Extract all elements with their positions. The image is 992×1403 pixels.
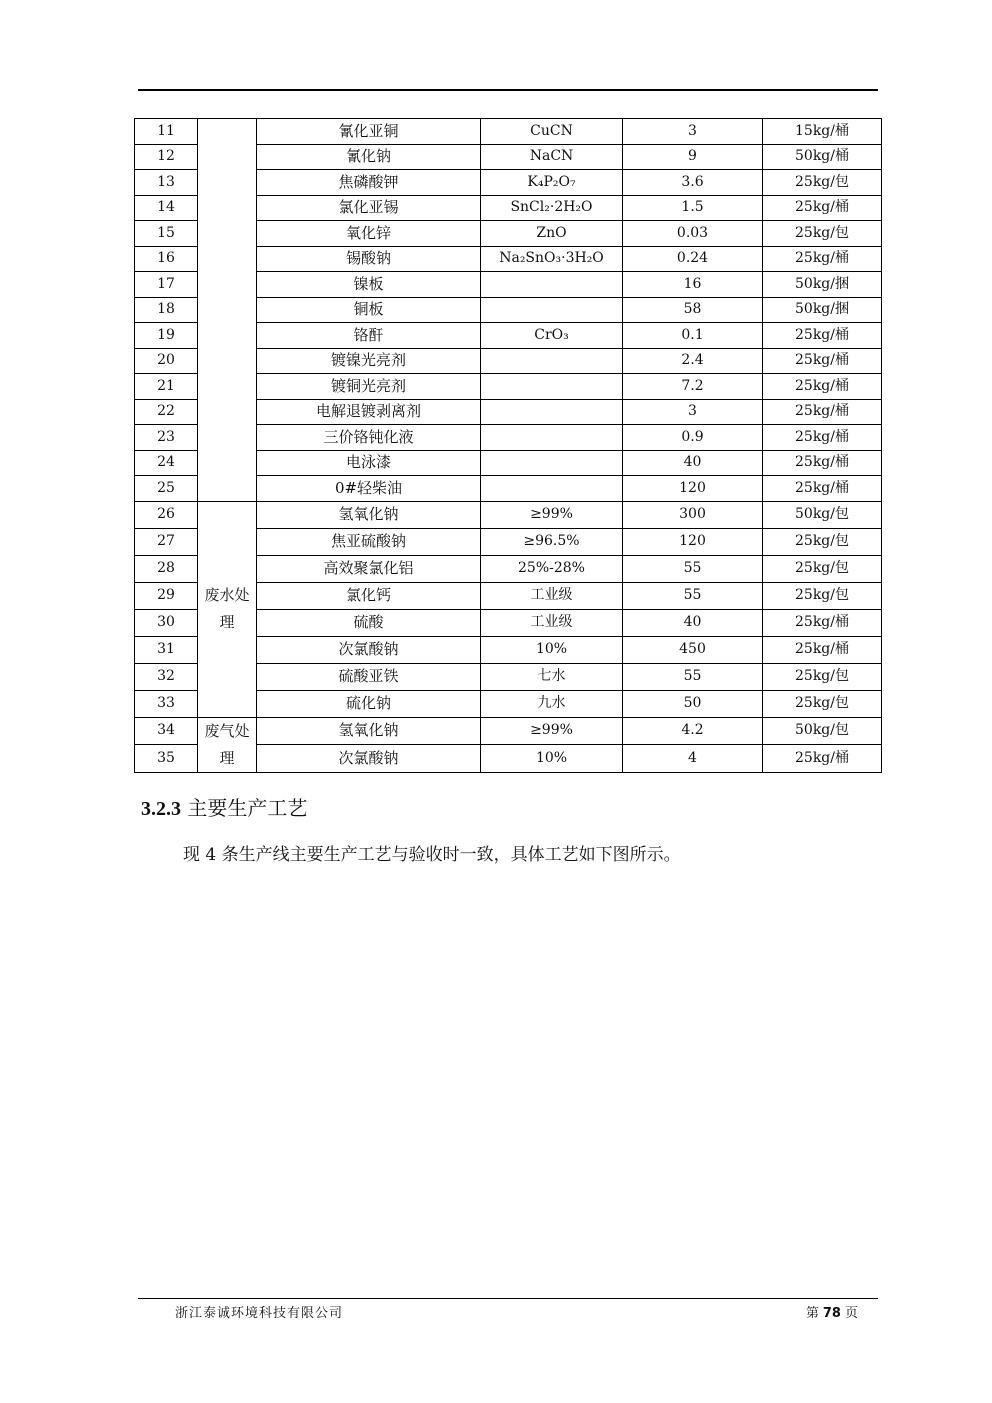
material-spec: ≥96.5% — [481, 528, 623, 555]
row-number: 32 — [135, 663, 198, 690]
row-number: 29 — [135, 582, 198, 609]
row-number: 20 — [135, 348, 198, 374]
material-spec — [481, 399, 623, 425]
material-spec: 九水 — [481, 690, 623, 717]
material-quantity: 40 — [623, 450, 763, 476]
footer-rule — [138, 1298, 878, 1299]
material-spec — [481, 450, 623, 476]
material-name: 次氯酸钠 — [257, 745, 481, 773]
material-quantity: 58 — [623, 297, 763, 323]
row-number: 17 — [135, 272, 198, 298]
material-quantity: 3 — [623, 119, 763, 145]
footer-company: 浙江泰诚环境科技有限公司 — [175, 1306, 344, 1321]
page-suffix: 页 — [844, 1306, 858, 1321]
material-quantity: 55 — [623, 555, 763, 582]
material-spec: 10% — [481, 636, 623, 663]
category-wastegas: 废气处理 — [198, 717, 257, 772]
material-spec: 工业级 — [481, 609, 623, 636]
material-name: 氧化锌 — [257, 221, 481, 247]
chemical-table — [134, 118, 882, 773]
material-spec: 25%-28% — [481, 555, 623, 582]
material-quantity: 2.4 — [623, 348, 763, 374]
table-row — [135, 501, 882, 528]
packaging: 25kg/桶 — [763, 636, 882, 663]
material-name: 电解退镀剥离剂 — [257, 399, 481, 425]
material-spec: ZnO — [481, 221, 623, 247]
packaging: 25kg/包 — [763, 170, 882, 196]
material-name: 氰化亚铜 — [257, 119, 481, 145]
material-name: 氢氧化钠 — [257, 501, 481, 528]
row-number: 33 — [135, 690, 198, 717]
row-number: 19 — [135, 323, 198, 349]
material-quantity: 55 — [623, 582, 763, 609]
material-quantity: 50 — [623, 690, 763, 717]
row-number: 11 — [135, 119, 198, 145]
row-number: 25 — [135, 476, 198, 502]
material-quantity: 4.2 — [623, 717, 763, 745]
packaging: 25kg/桶 — [763, 609, 882, 636]
section-title: 主要生产工艺 — [187, 796, 308, 820]
material-name: 氯化钙 — [257, 582, 481, 609]
material-name: 锡酸钠 — [257, 246, 481, 272]
table-row — [135, 119, 882, 145]
page-prefix: 第 — [805, 1306, 819, 1321]
material-spec: ≥99% — [481, 501, 623, 528]
material-name: 0#轻柴油 — [257, 476, 481, 502]
material-quantity: 4 — [623, 745, 763, 773]
material-spec — [481, 374, 623, 400]
row-number: 14 — [135, 195, 198, 221]
material-name: 氢氧化钠 — [257, 717, 481, 745]
material-quantity: 120 — [623, 528, 763, 555]
packaging: 25kg/桶 — [763, 476, 882, 502]
material-name: 镍板 — [257, 272, 481, 298]
row-number: 22 — [135, 399, 198, 425]
material-spec — [481, 425, 623, 451]
packaging: 25kg/包 — [763, 690, 882, 717]
row-number: 12 — [135, 144, 198, 170]
row-number: 21 — [135, 374, 198, 400]
packaging: 50kg/包 — [763, 717, 882, 745]
row-number: 16 — [135, 246, 198, 272]
packaging: 50kg/捆 — [763, 272, 882, 298]
material-quantity: 3.6 — [623, 170, 763, 196]
packaging: 25kg/桶 — [763, 399, 882, 425]
material-spec: CuCN — [481, 119, 623, 145]
packaging: 25kg/包 — [763, 221, 882, 247]
material-name: 焦磷酸钾 — [257, 170, 481, 196]
packaging: 25kg/包 — [763, 555, 882, 582]
material-name: 三价铬钝化液 — [257, 425, 481, 451]
material-quantity: 0.1 — [623, 323, 763, 349]
packaging: 25kg/桶 — [763, 246, 882, 272]
packaging: 25kg/桶 — [763, 374, 882, 400]
packaging: 50kg/桶 — [763, 144, 882, 170]
material-quantity: 40 — [623, 609, 763, 636]
material-name: 铜板 — [257, 297, 481, 323]
packaging: 50kg/捆 — [763, 297, 882, 323]
material-name: 硫化钠 — [257, 690, 481, 717]
material-quantity: 300 — [623, 501, 763, 528]
footer-page — [806, 1302, 858, 1321]
material-quantity: 0.03 — [623, 221, 763, 247]
packaging: 50kg/包 — [763, 501, 882, 528]
material-spec: 七水 — [481, 663, 623, 690]
row-number: 34 — [135, 717, 198, 745]
material-spec: 10% — [481, 745, 623, 773]
packaging: 15kg/桶 — [763, 119, 882, 145]
material-spec — [481, 272, 623, 298]
material-name: 硫酸亚铁 — [257, 663, 481, 690]
row-number: 26 — [135, 501, 198, 528]
row-number: 35 — [135, 745, 198, 773]
packaging: 25kg/包 — [763, 582, 882, 609]
row-number: 23 — [135, 425, 198, 451]
row-number: 13 — [135, 170, 198, 196]
packaging: 25kg/桶 — [763, 195, 882, 221]
packaging: 25kg/包 — [763, 663, 882, 690]
material-spec — [481, 476, 623, 502]
table-row — [135, 717, 882, 745]
material-spec: CrO₃ — [481, 323, 623, 349]
material-quantity: 0.9 — [623, 425, 763, 451]
packaging: 25kg/包 — [763, 528, 882, 555]
page-number: 78 — [822, 1306, 841, 1321]
material-quantity: 450 — [623, 636, 763, 663]
material-spec: 工业级 — [481, 582, 623, 609]
material-name: 氰化钠 — [257, 144, 481, 170]
packaging: 25kg/桶 — [763, 323, 882, 349]
material-name: 硫酸 — [257, 609, 481, 636]
material-name: 镀铜光亮剂 — [257, 374, 481, 400]
body-paragraph: 现 4 条生产线主要生产工艺与验收时一致，具体工艺如下图所示。 — [183, 845, 681, 865]
packaging: 25kg/桶 — [763, 450, 882, 476]
row-number: 27 — [135, 528, 198, 555]
material-spec — [481, 348, 623, 374]
material-spec — [481, 297, 623, 323]
material-quantity: 9 — [623, 144, 763, 170]
material-name: 电泳漆 — [257, 450, 481, 476]
material-quantity: 120 — [623, 476, 763, 502]
material-name: 氯化亚锡 — [257, 195, 481, 221]
material-name: 镀镍光亮剂 — [257, 348, 481, 374]
material-quantity: 16 — [623, 272, 763, 298]
material-quantity: 0.24 — [623, 246, 763, 272]
material-quantity: 3 — [623, 399, 763, 425]
material-spec: NaCN — [481, 144, 623, 170]
material-quantity: 1.5 — [623, 195, 763, 221]
section-number: 3.2.3 — [141, 798, 181, 820]
row-number: 30 — [135, 609, 198, 636]
material-spec: SnCl₂·2H₂O — [481, 195, 623, 221]
header-rule — [138, 89, 878, 91]
category-empty — [198, 119, 257, 502]
row-number: 31 — [135, 636, 198, 663]
row-number: 18 — [135, 297, 198, 323]
section-heading — [141, 795, 307, 822]
row-number: 28 — [135, 555, 198, 582]
packaging: 25kg/桶 — [763, 348, 882, 374]
material-name: 焦亚硫酸钠 — [257, 528, 481, 555]
category-wastewater: 废水处理 — [198, 501, 257, 717]
packaging: 25kg/桶 — [763, 425, 882, 451]
packaging: 25kg/桶 — [763, 745, 882, 773]
material-spec: Na₂SnO₃·3H₂O — [481, 246, 623, 272]
material-spec: K₄P₂O₇ — [481, 170, 623, 196]
row-number: 24 — [135, 450, 198, 476]
material-name: 次氯酸钠 — [257, 636, 481, 663]
material-name: 铬酐 — [257, 323, 481, 349]
material-spec: ≥99% — [481, 717, 623, 745]
material-quantity: 55 — [623, 663, 763, 690]
material-quantity: 7.2 — [623, 374, 763, 400]
material-name: 高效聚氯化铝 — [257, 555, 481, 582]
row-number: 15 — [135, 221, 198, 247]
